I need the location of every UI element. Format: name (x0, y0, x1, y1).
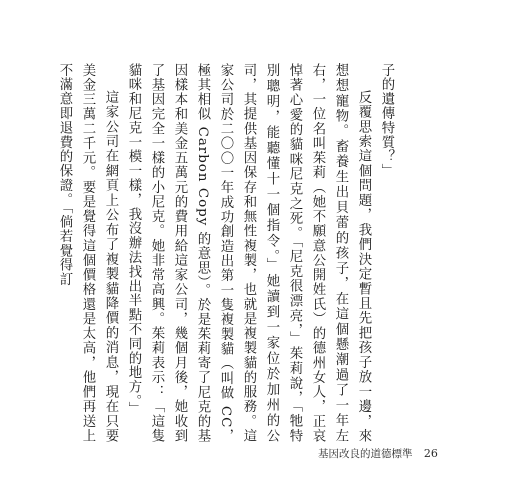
paragraph-cloned-cat: 反覆思索這個問題，我們決定暫且先把孩子放一邊，來想想寵物。畜養生出貝蕾的孩子，在這個懸潮過了一年左右，一位名叫茱莉（她不願意公開姓氏）的德州女人，正哀悼著心愛的貓咪尼克之死。「尼克很漂亮，」茱莉說，「牠特別聰明，能聽懂十一個指令。」她讀到一家位於加州的公司，其提供基因保存和無性複製，也就是複製貓的服務。這家公司於二〇〇一年成功創造出第一隻複製貓（叫做 CC，極其相似 Carbon Copy 的意思）。於是茱莉寄了尼克的基因樣本和美金五萬元的費用給這家公司，幾個月後，她收到了基因完全一樣的小尼克。她非常高興。茱莉表示：「這隻貓咪和尼克一模一樣，我沒辦法找出半點不同的地方。」 (126, 63, 371, 443)
page-number: 26 (423, 447, 438, 460)
page-footer (318, 446, 438, 461)
running-title: 基因改良的道德標準 (318, 448, 413, 460)
paragraph-price: 這家公司在網頁上公布了複製貓降價的消息，現在只要美金三萬二千元。要是覺得這個價格還是太高，他們再送上不滿意即退費的保證。「倘若覺得訂 (57, 63, 118, 443)
body-text (53, 63, 398, 443)
paragraph-continued: 子的遺傳特質？」 (379, 63, 394, 179)
